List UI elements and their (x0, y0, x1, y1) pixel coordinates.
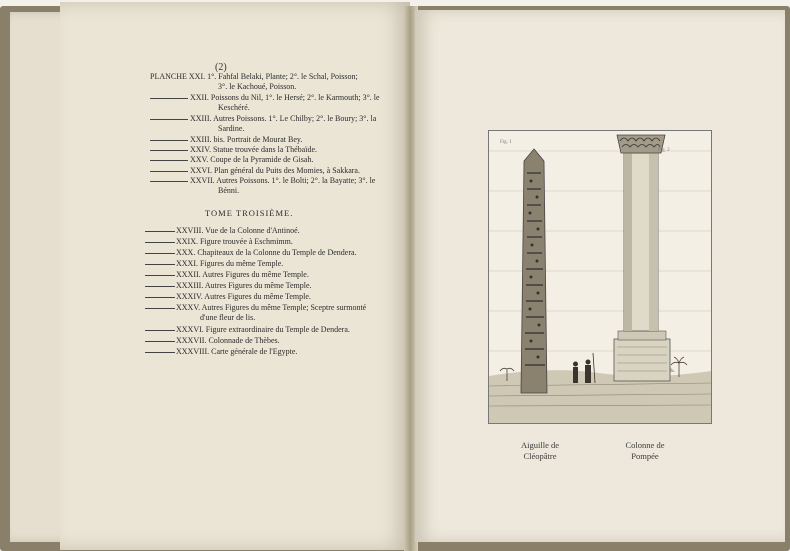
caption-obelisk (500, 440, 580, 462)
dash-leader (145, 253, 175, 254)
dash-leader (150, 181, 188, 182)
dash-leader (145, 275, 175, 276)
toc-line: XXXIV. Autres Figures du même Temple. (176, 292, 311, 301)
dash-leader (150, 171, 188, 172)
toc-line: XXII. Poissons du Nil, 1°. le Hersé; 2°. le Karmouth; 3°. le (190, 93, 380, 102)
dash-leader (150, 150, 188, 151)
dash-leader (145, 286, 175, 287)
toc-line: XXV. Coupe de la Pyramide de Gisah. (190, 155, 314, 164)
toc-line: XXXVI. Figure extraordinaire du Temple de Dendera. (176, 325, 350, 334)
toc-line: Sardine. (218, 124, 245, 133)
toc-line: XXXI. Figures du même Temple. (176, 259, 284, 268)
dash-leader (150, 160, 188, 161)
toc-line: XXVI. Plan général du Puits des Momies, à Sakkara. (190, 166, 360, 175)
figure-label-right: Fig. 2 (658, 148, 670, 153)
toc-line: XXXIII. Autres Figures du même Temple. (176, 281, 312, 290)
caption-line: Colonne de (625, 440, 665, 450)
toc-line: XXXVIII. Carte générale de l'Egypte. (176, 347, 298, 356)
caption-column (605, 440, 685, 462)
toc-line: XXIII. bis. Portrait de Mourat Bey. (190, 135, 303, 144)
dash-leader (145, 297, 175, 298)
caption-line: Aiguille de (520, 440, 559, 450)
dash-leader (145, 352, 175, 353)
toc-line: XXXII. Autres Figures du même Temple. (176, 270, 309, 279)
dash-leader (150, 98, 188, 99)
toc-line: Keschéré. (218, 103, 250, 112)
toc-line: XXVIII. Vue de la Colonne d'Antinoé. (176, 226, 300, 235)
engraving-plate (488, 130, 712, 424)
toc-line: XXIX. Figure trouvée à Eschmimm. (176, 237, 293, 246)
toc-line: PLANCHE XXI. 1°. Fahfal Belaki, Plante; 2°. le Schal, Poisson; (150, 72, 358, 81)
figure-label-left: Fig. 1 (500, 140, 512, 145)
dash-leader (145, 264, 175, 265)
toc-line: XXXV. Autres Figures du même Temple; Sceptre surmonté (176, 303, 367, 312)
dash-leader (145, 341, 175, 342)
engraving-illustration (489, 131, 711, 423)
dash-leader (150, 119, 188, 120)
section-title: TOME TROISIÈME. (205, 208, 294, 218)
toc-line: 3°. le Kachoué, Poisson. (218, 82, 297, 91)
toc-line: XXXVII. Colonnade de Thèbes. (176, 336, 280, 345)
toc-line: XXIV. Statue trouvée dans la Thébaïde. (190, 145, 318, 154)
toc-line: d'une fleur de lis. (200, 313, 256, 322)
dash-leader (145, 231, 175, 232)
dash-leader (145, 308, 175, 309)
toc-line: XXX. Chapiteaux de la Colonne du Temple de Dendera. (176, 248, 357, 257)
toc-line: XXVII. Autres Poissons. 1°. le Bolti; 2°. la Bayatte; 3°. le (190, 176, 376, 185)
page-number: (2) (215, 62, 227, 73)
dash-leader (150, 140, 188, 141)
toc-line: XXIII. Autres Poissons. 1°. Le Chilby; 2°. le Boury; 3°. la (190, 114, 377, 123)
caption-line: Cléopâtre (523, 451, 557, 461)
caption-line: Pompée (631, 451, 659, 461)
toc-line: Bénni. (218, 186, 240, 195)
dash-leader (145, 242, 175, 243)
dash-leader (145, 330, 175, 331)
